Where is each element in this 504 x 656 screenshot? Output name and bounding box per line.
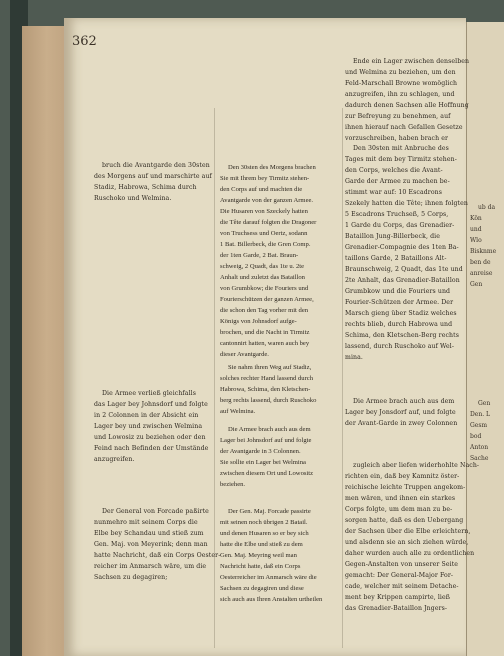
text-line: und [470,226,482,233]
text-line: Ruschoko und Welmina. [94,195,172,202]
column3-paragraph-armee [345,396,457,429]
text-line: ben de [470,259,491,266]
text-line: der Avantgarde in 3 Colonnen. [220,448,301,455]
text-line: brochen, und die Nacht in Tirmitz [220,329,310,336]
column-divider [342,108,343,648]
text-line: Habrowa, Schima, den Kletschen- [220,386,311,393]
column1-paragraph-forcade [94,506,220,583]
text-line: Gegen-Anstalten von unserer Seite [345,561,459,568]
text-line: Grenadier-Compagnie des 1ten Ba- [345,244,459,251]
text-line: anzugreifen, ihn zu schlagen, und [345,91,455,98]
text-line: gemacht: Der General-Major For- [345,572,454,579]
text-line: dieser Avantgarde. [220,351,269,358]
column3-paragraph-news [345,460,479,614]
text-line: 2te Anhalt, das Grenadier-Bataillon [345,277,460,284]
text-line: cantonnirt hatten, waren auch bey [220,340,310,347]
text-line: Bataillon Jung-Billerbeck, die [345,233,441,240]
text-line: Bisknme [470,248,497,255]
column2-paragraph-morning [220,162,316,360]
text-line: Schima, den Kletschen-Berg rechts [345,332,459,339]
column1-paragraph-avantgarde [94,160,212,204]
text-line: bruch die Avantgarde den 30sten [102,162,210,169]
text-line: und denen Husaren so er bey sich [220,530,309,537]
text-line: des Morgens auf und marschirte auf [94,173,212,180]
text-line: berg rechts lassend, durch Ruschoko [220,397,317,404]
text-line: die Tête darauf folgten die Dragoner [220,219,317,226]
text-line: taillons Garde, 2 Bataillons Alt- [345,255,447,262]
text-line: auf Welmina. [220,408,256,415]
text-line: Corps folgte, um dem man zu be- [345,506,453,513]
text-line: richten ein, daß bey Kamnitz öster- [345,473,460,480]
text-line: Gen. Maj. Meyring weil man [220,552,297,559]
text-line: Nachricht hatte, daß ein Corps [220,563,301,570]
text-line: Die Armee brach auch aus dem [353,398,455,405]
text-line: Den. L [470,411,491,418]
page-number: 362 [72,34,97,49]
text-line: Garde der Armee zu machen be- [345,178,450,185]
text-line: reichische leichte Truppen angekom- [345,484,466,491]
text-line: Gen [470,281,483,288]
text-line: bod [470,433,482,440]
text-line: mit seinen noch übrigen 2 Batail. [220,519,308,526]
text-line: Marsch gieng über Stadiz welches [345,310,457,317]
text-line: Ende ein Lager zwischen denselben [353,58,470,65]
text-line: Wlo [470,237,482,244]
text-line: mina. [345,354,363,361]
text-line: schweig, 2 Quadt, das 1te u. 2te [220,263,305,270]
text-line: Elbe bey Schandau und stieß zum [94,530,204,537]
text-line: stimmt war auf: 10 Escadrons [345,189,443,196]
text-line: sich auch aus Ihren Anstalten urtheilen [220,596,323,603]
text-line: 5 Escadrons Truchseß, 5 Corps, [345,211,449,218]
text-line: 1 Garde du Corps, das Grenadier- [345,222,455,229]
text-line: Braunschweig, 2 Quadt, das 1te und [345,266,463,273]
text-line: die schon den Tag vorher mit den [220,307,309,314]
text-line: men wären, und ihnen ein starkes [345,495,456,502]
text-line: Gen. Maj. von Meyerink; denn man [94,541,208,548]
column2-paragraph-forcade [220,506,322,605]
text-line: hatte die Elbe und stieß zu dem [220,541,303,548]
text-line: in 2 Colonnen in der Absicht ein [94,412,199,419]
text-line: zur Befreyung zu benehmen, auf [345,113,451,120]
column2-paragraph-route [220,362,316,417]
text-line: ub da [478,204,496,211]
text-line: dadurch denen Sachsen alle Hoffnung [345,102,469,109]
text-line: Die Armee verließ gleichfalls [102,390,197,397]
text-line: Stadiz, Habrowa, Schima durch [94,184,197,191]
text-line: der Sachsen über die Elbe erleichtern, [345,528,471,535]
text-line: Feind nach Befinden der Umstände [94,445,209,452]
text-line: Gen [478,400,491,407]
text-line: von Grumbkow; die Fouriers und [220,285,309,292]
text-line: Den 30sten des Morgens brachen [228,164,316,171]
text-line: der Avant-Garde in zwey Colonnen [345,420,458,427]
text-line: Den 30sten mit Anbruche des [353,145,449,152]
text-line: daher wurden auch alle zu ordentlichen [345,550,475,557]
text-line: Sache [470,455,489,462]
text-line: Königs von Johnsdorf aufge- [220,318,297,325]
text-line: und Welmina zu beziehen, um den [345,69,456,76]
text-line: das Lager bey Johnsdorf und folgte [94,401,208,408]
text-line: Anhalt und zuletzt das Bataillon [220,274,305,281]
text-line: Sie nahm ihren Weg auf Stadiz, [228,364,312,371]
text-line: zwischen diesem Ort und Lowositz [220,470,314,477]
text-line: Tages mit dem bey Tirmitz stehen- [345,156,457,163]
text-line: und Lowosiz zu beziehen oder den [94,434,206,441]
text-line: zugleich aber liefen widerhohlte Nach- [353,462,480,469]
text-line: hatte Nachricht, daß ein Corps Oester- [94,552,221,559]
text-line: Fourier-Schützen der Armee. Der [345,299,454,306]
text-line: Lager bei Johnsdorf auf und folgte [220,437,312,444]
text-line: den Corps auf und machten die [220,186,303,193]
text-line: rechts blieb, durch Habrowa und [345,321,453,328]
text-line: den Corps, welches die Avant- [345,167,443,174]
text-line: ment bey Krippen campirte, ließ [345,594,451,601]
text-line: und alsdenn sie an sich ziehen würde, [345,539,469,546]
text-line: Oesterreicher im Anmarsch wäre die [220,574,317,581]
column3-paragraph-march [345,143,468,363]
facing-page-text-block [470,398,490,464]
text-line: Szekely hatten die Tête; ihnen folgten [345,200,468,207]
text-line: Sachsen zu degagiren und diese [220,585,304,592]
column2-paragraph-armee [220,424,313,490]
text-line: Sachsen zu degagiren; [94,574,168,581]
text-line: reicher im Anmarsch wäre, um die [94,563,207,570]
column3-paragraph-intro [345,56,469,144]
text-line: der 1ten Garde, 2 Bat. Braun- [220,252,299,259]
column1-paragraph-armee [94,388,208,465]
text-line: Sie mit Ihrem bey Tirmitz stehen- [220,175,310,182]
text-line: lassend, durch Ruschoko auf Wel- [345,343,455,350]
text-line: Der General von Forcade paßirte [102,508,209,515]
text-line: sorgen hatte, daß es den Uebergang [345,517,464,524]
text-line: Grumbkow und die Fouriers und [345,288,451,295]
text-line: Anton [470,444,489,451]
text-line: Fourierschützen der ganzen Armee, [220,296,314,303]
text-line: ihnen hierauf nach Gefallen Gesetze [345,124,463,131]
text-line: nunmehro mit seinem Corps die [94,519,198,526]
text-line: Lager bey und zwischen Welmina [94,423,203,430]
text-line: von Truchsess und Oertz, sodann [220,230,308,237]
text-line: Die Husaren von Szeckely hatten [220,208,308,215]
text-line: Die Armee brach auch aus dem [228,426,311,433]
text-line: anzugreifen. [94,456,135,463]
text-line: Der Gen. Maj. Forcade passirte [228,508,311,515]
text-line: 1 Bat. Billerbeck, die Gren Comp. [220,241,311,248]
text-line: das Grenadier-Bataillon Jngers- [345,605,448,612]
text-line: Feld-Marschall Browne womöglich [345,80,458,87]
text-line: solches rechter Hand lassend durch [220,375,314,382]
text-line: anreise [470,270,493,277]
text-line: Sie sollte ein Lager bei Welmina [220,459,306,466]
text-line: cade, welcher mit seinem Detache- [345,583,459,590]
text-line: Lager bey Jonsdorf auf, und folgte [345,409,456,416]
text-line: beziehen. [220,481,246,488]
text-line: Avantgarde von der ganzen Armee. [220,197,314,204]
text-line: Gesm [470,422,488,429]
text-line: vorzuschreiben, haben brach er [345,135,449,142]
text-line: Kön [470,215,482,222]
facing-page-text-block [470,202,496,290]
